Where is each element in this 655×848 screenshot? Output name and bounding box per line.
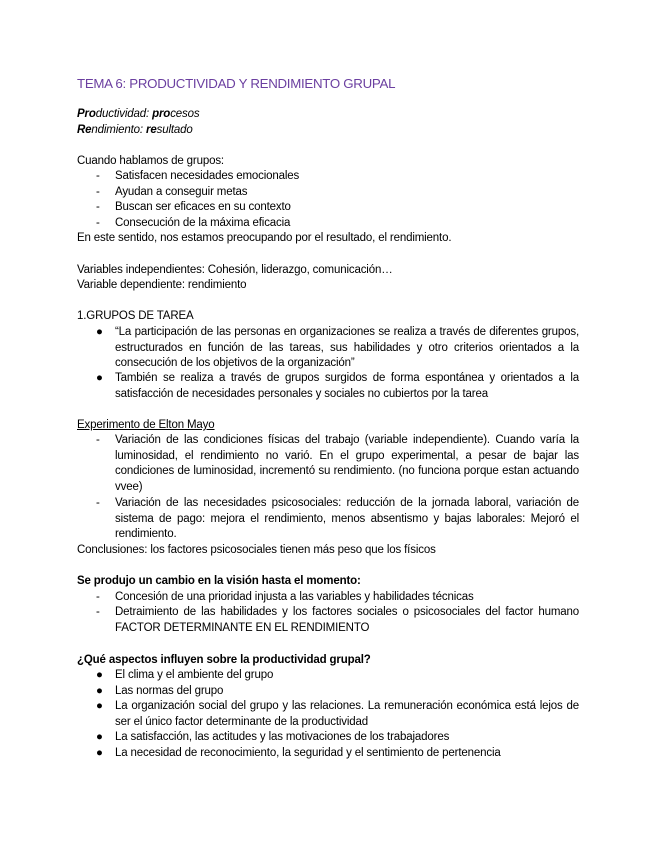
bullet-text: El clima y el ambiente del grupo [115,669,274,681]
groups-lead: Cuando hablamos de grupos: [77,155,224,167]
dash-marker: - [96,217,100,229]
rend-bold-2: re [146,124,157,136]
groups-closing: En este sentido, nos estamos preocupando por el resultado, el rendimiento. [77,232,452,244]
list-item-text: Ayudan a conseguir metas [115,186,248,198]
bullet-text: La organización social del grupo y las relaciones. La remuneración económica está lejos de ser el único factor determinante de la productividad [115,700,579,728]
dash-marker: - [96,434,100,446]
bullet-marker: ● [96,685,103,697]
rend-bold-1: Re [77,124,92,136]
prod-bold-1: Pro [77,108,96,120]
list-item-text: Variación de las necesidades psicosociales: reducción de la jornada laboral, variación de sistema de pago: mejora el rendimiento, menos absentismo y bajas laborales: Mejoró el rendimiento. [115,497,579,540]
bullet-marker: ● [96,731,103,743]
bullet-marker: ● [96,372,103,384]
variables-dependent: Variable dependiente: rendimiento [77,279,247,291]
bullet-text: “La participación de las personas en organizaciones se realiza a través de diferentes grupos, estructurados en función de las tareas, sus habilidades y otro criterios orientados a la consecución de los objetivos de la organización” [115,326,579,369]
rend-rest-1: ndimiento: [91,124,147,136]
change-heading: Se produjo un cambio en la visión hasta el momento: [77,575,361,587]
list-item-text: Detraimiento de las habilidades y los factores sociales o psicosociales del factor humano FACTOR DETERMINANTE EN EL RENDIMIENTO [115,606,579,634]
variables-independent: Variables independientes: Cohesión, liderazgo, comunicación… [77,264,393,276]
dash-marker: - [96,201,100,213]
prod-rest-1: ductividad: [95,108,153,120]
list-item-text: Variación de las condiciones físicas del trabajo (variable independiente). Cuando varía la luminosidad, el rendimiento no varió. En el grupo experimental, a pesar de bajar las condiciones de luminosidad, incrementó su rendimiento. (no funciona porque estan actuando vvee) [115,434,579,493]
dash-marker: - [96,170,100,182]
list-item-text: Concesión de una prioridad injusta a las variables y habilidades técnicas [115,591,474,603]
list-item-text: Buscan ser eficaces en su contexto [115,201,291,213]
bullet-text: Las normas del grupo [115,685,224,697]
page-title: TEMA 6: PRODUCTIVIDAD Y RENDIMIENTO GRUPAL [77,76,396,91]
dash-marker: - [96,606,100,618]
list-item-text: Consecución de la máxima eficacia [115,217,291,229]
prod-rest-2: cesos [170,108,200,120]
bullet-marker: ● [96,700,103,712]
dash-marker: - [96,497,100,509]
prod-bold-2: pro [152,108,171,120]
dash-marker: - [96,591,100,603]
bullet-marker: ● [96,669,103,681]
aspects-heading: ¿Qué aspectos influyen sobre la productividad grupal? [77,654,371,666]
rendimiento-line [77,123,193,138]
bullet-text: La necesidad de reconocimiento, la seguridad y el sentimiento de pertenencia [115,747,501,759]
experiment-heading: Experimento de Elton Mayo [77,419,215,431]
bullet-text: También se realiza a través de grupos surgidos de forma espontánea y orientados a la satisfacción de necesidades personales y sociales no cubiertos por la tarea [115,372,579,400]
dash-marker: - [96,186,100,198]
section-heading-grupos-tarea: 1.GRUPOS DE TAREA [77,310,194,322]
productividad-line [77,107,199,122]
experiment-conclusion: Conclusiones: los factores psicosociales tienen más peso que los físicos [77,544,436,556]
rend-rest-2: sultado [156,124,193,136]
bullet-text: La satisfacción, las actitudes y las motivaciones de los trabajadores [115,731,450,743]
bullet-marker: ● [96,326,103,338]
bullet-marker: ● [96,747,103,759]
list-item-text: Satisfacen necesidades emocionales [115,170,300,182]
